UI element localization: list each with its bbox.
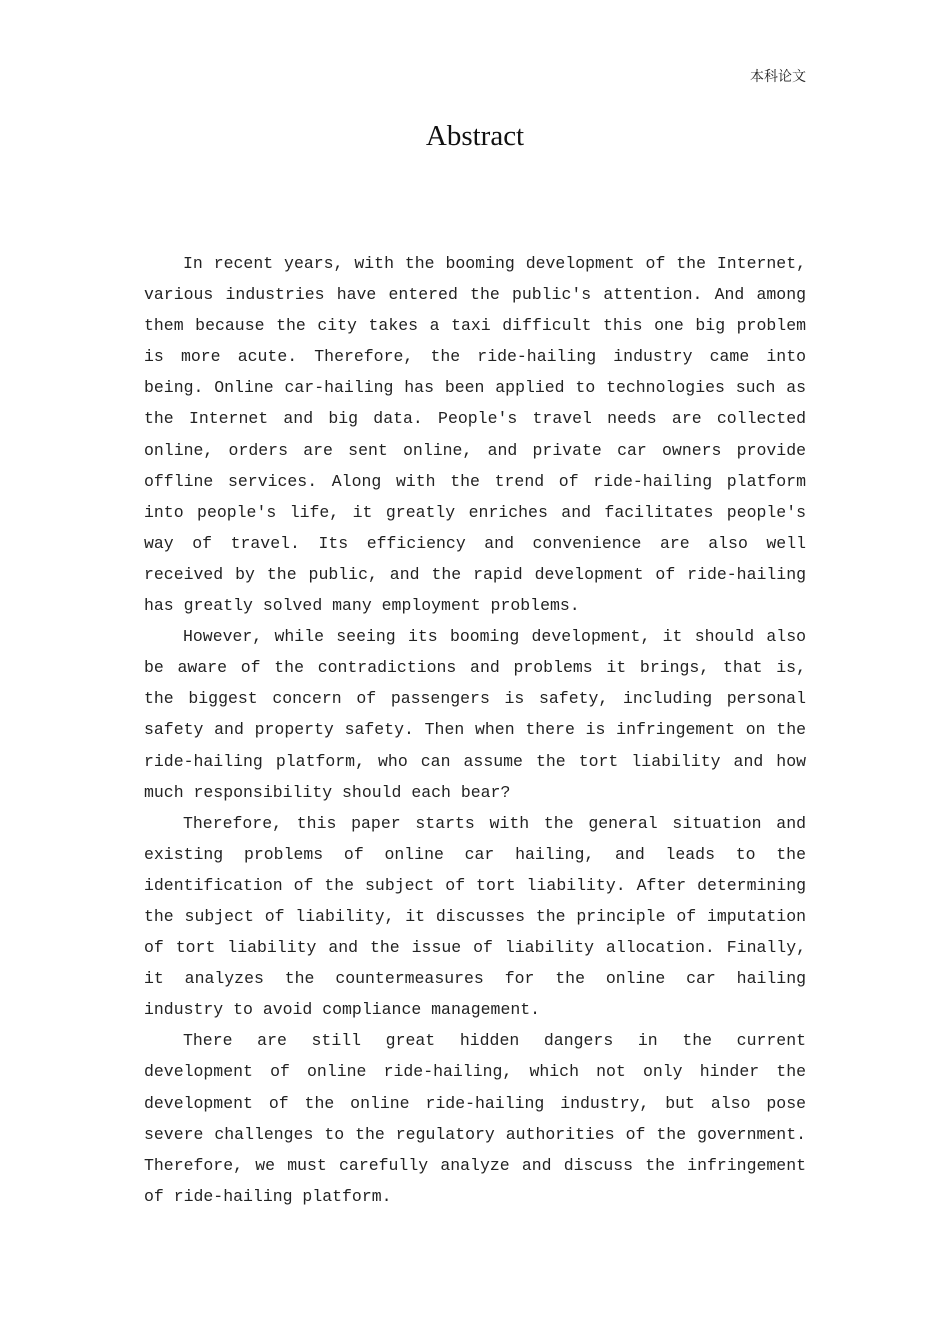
abstract-paragraph-4: There are still great hidden dangers in the current development of online ride-hailing, which not only hinder the development of the online ride-hailing industry, but also pose severe challenges to the regulatory authorities of the government. Therefore, we must carefully analyze and discuss the infringement of ride-hailing platform. — [144, 1031, 806, 1206]
abstract-paragraph-3: Therefore, this paper starts with the general situation and existing problems of online car hailing, and leads to the identification of the subject of tort liability. After determining the subject of liability, it discusses the principle of imputation of tort liability and the issue of liability allocation. Finally, it analyzes the countermeasures for the online car hailing industry to avoid compliance management. — [144, 813, 806, 1020]
abstract-body — [144, 248, 806, 1212]
abstract-paragraph-1: In recent years, with the booming development of the Internet, various industries have entered the public's attention. And among them because the city takes a taxi difficult this one big problem is more acute. Therefore, the ride-hailing industry came into being. Online car-hailing has been applied to technologies such as the Internet and big data. People's travel needs are collected online, orders are sent online, and private car owners provide offline services. Along with the trend of ride-hailing platform into people's life, it greatly enriches and facilitates people's way of travel. Its efficiency and convenience are also well received by the public, and the rapid development of ride-hailing has greatly solved many employment problems. — [144, 254, 806, 616]
abstract-title: Abstract — [425, 120, 525, 152]
running-header: 本科论文 — [750, 69, 806, 85]
abstract-paragraph-2: However, while seeing its booming development, it should also be aware of the contradictions and problems it brings, that is, the biggest concern of passengers is safety, including personal safety and property safety. Then when there is infringement on the ride-hailing platform, who can assume the tort liability and how much responsibility should each bear? — [144, 627, 806, 802]
